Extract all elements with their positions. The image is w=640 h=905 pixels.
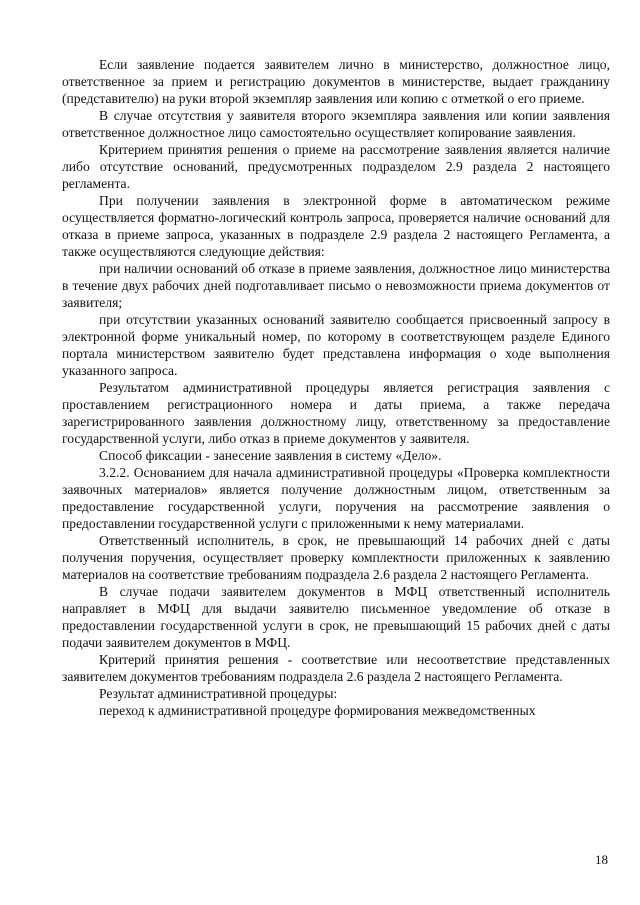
paragraph-4: При получении заявления в электронной форме в автоматическом режиме осуществляется форматно-логический контроль запроса, проверяется наличие оснований для отказа в приеме запроса, указанных в подразделе 2.9 раздела 2 настоящего Регламента, а также осуществляются следующие действия: [62, 193, 610, 259]
paragraph-3: Критерием принятия решения о приеме на рассмотрение заявления является наличие либо отсутствие оснований, предусмотренных подразделом 2.9 раздела 2 настоящего регламента. [62, 142, 610, 191]
page-number: 18 [595, 852, 608, 867]
paragraph-5: при наличии оснований об отказе в приеме заявления, должностное лицо министерства в течение двух рабочих дней подготавливает письмо о невозможности приема документов от заявителя; [62, 261, 610, 310]
paragraph-9: 3.2.2. Основанием для начала административной процедуры «Проверка комплектности заявочных материалов» является получение должностным лицом, ответственным за предоставление государственной услуги, поручения на рассмотрение заявления о предоставлении государственной услуги с приложенными к нему материалами. [62, 465, 610, 531]
paragraph-11: В случае подачи заявителем документов в МФЦ ответственный исполнитель направляет в МФЦ для выдачи заявителю письменное уведомление об отказе в предоставлении государственной услуги в срок, не превышающий 15 рабочих дней с даты подачи заявителем документов в МФЦ. [62, 584, 610, 650]
paragraph-13: Результат административной процедуры: [99, 686, 338, 701]
paragraph-6: при отсутствии указанных оснований заявителю сообщается присвоенный запросу в электронной форме уникальный номер, по которому в соответствующем разделе Единого портала министерством заявителю будет представлена информация о ходе выполнения указанного запроса. [62, 312, 610, 378]
paragraph-10: Ответственный исполнитель, в срок, не превышающий 14 рабочих дней с даты получения поручения, осуществляет проверку комплектности приложенных к заявлению материалов на соответствие требованиям подраздела 2.6 раздела 2 настоящего Регламента. [62, 533, 610, 582]
paragraph-14: переход к административной процедуре формирования межведомственных [99, 703, 536, 718]
paragraph-1: Если заявление подается заявителем лично в министерство, должностное лицо, ответственное за прием и регистрацию документов в министерстве, выдает гражданину (представителю) на руки второй экземпляр заявления или копию с отметкой о его приеме. [62, 57, 610, 106]
paragraph-8: Способ фиксации - занесение заявления в систему «Дело». [99, 448, 442, 463]
paragraph-12: Критерий принятия решения - соответствие или несоответствие представленных заявителем документов требованиям подраздела 2.6 раздела 2 настоящего Регламента. [62, 652, 610, 684]
paragraph-2: В случае отсутствия у заявителя второго экземпляра заявления или копии заявления ответственное должностное лицо самостоятельно осуществляет копирование заявления. [62, 108, 610, 140]
paragraph-7: Результатом административной процедуры является регистрация заявления с проставлением регистрационного номера и даты приема, а также передача зарегистрированного заявления должностному лицу, ответственному за предоставление государственной услуги, либо отказ в приеме документов у заявителя. [62, 380, 610, 446]
document-page [62, 56, 610, 719]
